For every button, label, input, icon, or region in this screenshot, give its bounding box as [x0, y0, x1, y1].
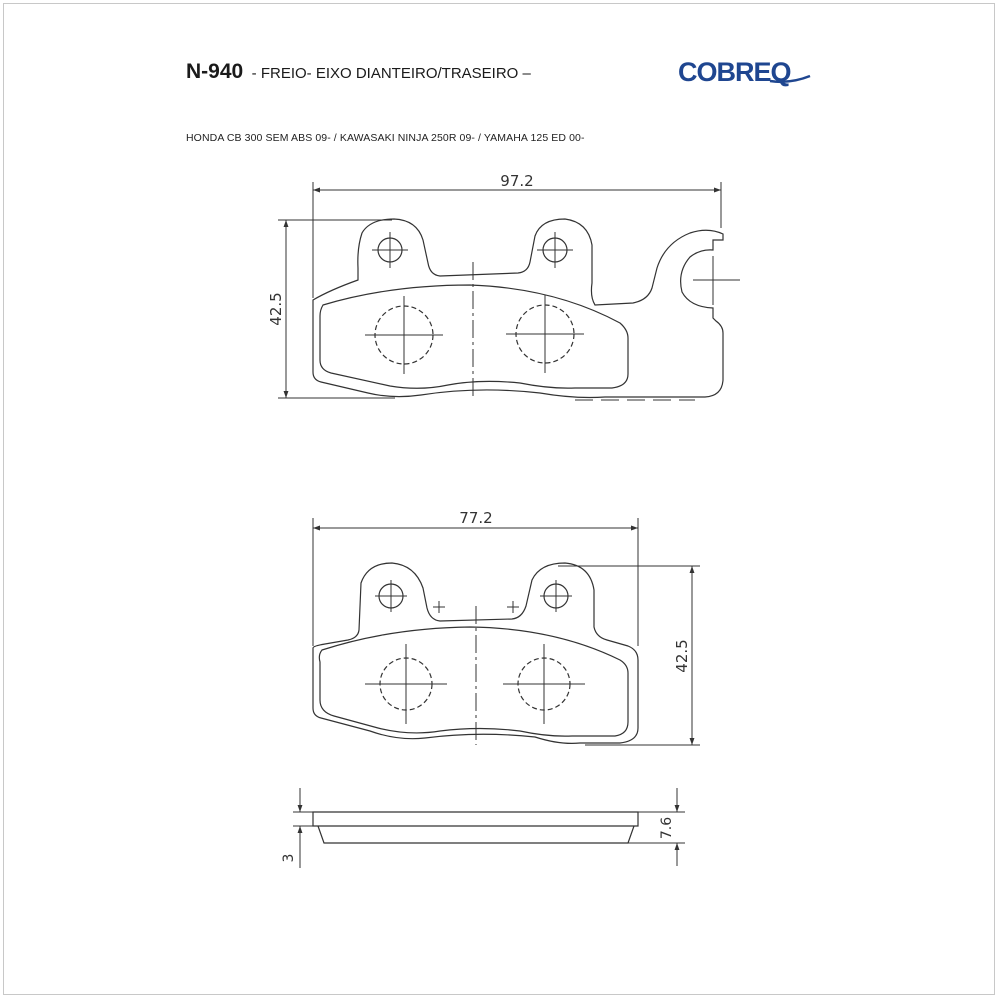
side-lining-label: 3 [281, 853, 297, 863]
side-thickness-label: 7.6 [659, 816, 675, 840]
vehicle-applications: HONDA CB 300 SEM ABS 09- / KAWASAKI NINJA 250R 09- / YAMAHA 125 ED 00- [186, 132, 585, 144]
side-dimension-lines [293, 788, 685, 868]
top-backing-plate [313, 219, 723, 398]
mid-width-label: 77.2 [459, 509, 493, 527]
top-friction-lining [320, 285, 628, 388]
mid-dimension-lines [313, 518, 700, 745]
side-friction-lining [318, 826, 634, 843]
top-brake-pad-view [313, 219, 740, 400]
side-backing-plate [313, 812, 638, 826]
part-description: - FREIO- EIXO DIANTEIRO/TRASEIRO – [251, 65, 531, 82]
top-height-label: 42.5 [267, 292, 285, 326]
top-width-label: 97.2 [500, 172, 534, 190]
part-code: N-940 [186, 60, 244, 83]
top-dimension-lines [278, 182, 721, 398]
mid-height-label: 42.5 [673, 639, 691, 673]
middle-brake-pad-view [313, 563, 638, 745]
side-profile-view [313, 812, 638, 843]
mid-friction-lining [319, 627, 628, 736]
logo-text: COBREQ [678, 57, 791, 87]
